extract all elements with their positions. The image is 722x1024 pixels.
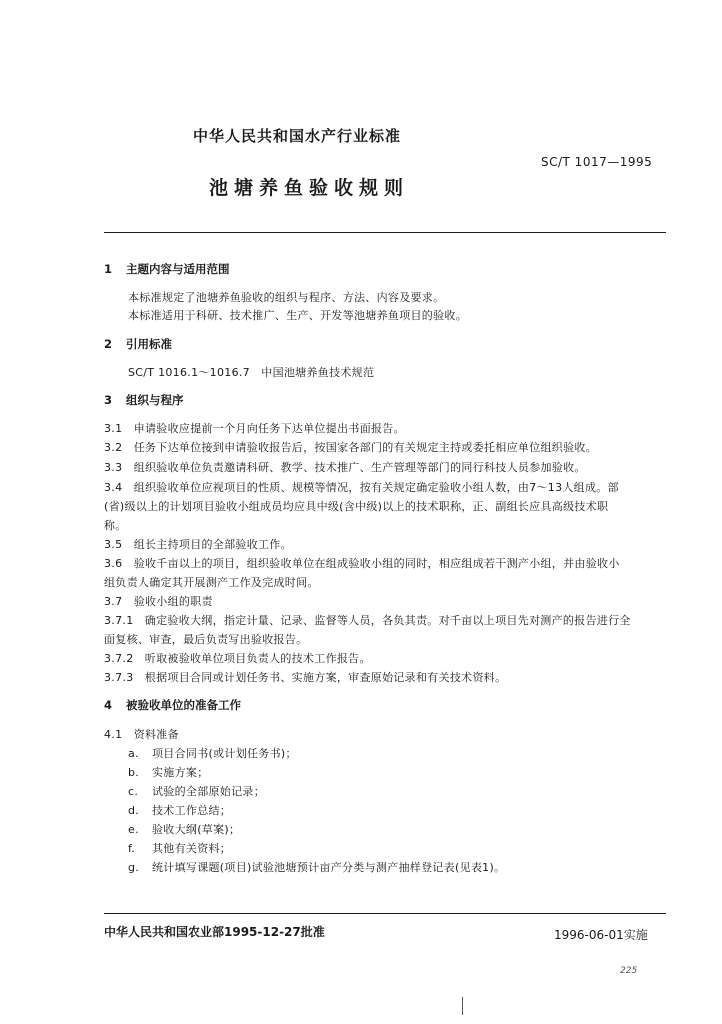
list-item (128, 783, 265, 799)
list-text: 技术工作总结； (152, 804, 232, 817)
paragraph: 本标准规定了池塘养鱼验收的组织与程序、方法、内容及要求。 (128, 291, 445, 304)
list-text: 其他有关资料； (152, 842, 232, 855)
clause-3-7: 3.7 验收小组的职责 (104, 595, 213, 608)
section-title: 引用标准 (126, 337, 172, 351)
clause-3-1: 3.1 申请验收应提前一个月向任务下达单位提出书面报告。 (104, 422, 405, 435)
clause-4-1: 4.1 资料准备 (104, 728, 179, 741)
section-number: 2 (104, 337, 113, 351)
section-3-heading (104, 392, 184, 408)
approval-line: 中华人民共和国农业部1995-12-27批准 (104, 925, 325, 939)
effective-date: 1996-06-01实施 (554, 928, 648, 942)
clause-3-7-1-line-2: 面复核、审查，最后负责写出验收报告。 (104, 633, 308, 646)
list-letter: d. (128, 804, 140, 817)
clause-3-6-line-2: 组负责人确定其开展测产工作及完成时间。 (104, 576, 319, 589)
list-item (128, 821, 240, 837)
section-number: 1 (104, 262, 113, 276)
list-item (128, 745, 297, 761)
section-2-heading (104, 336, 172, 352)
list-text: 实施方案； (152, 766, 209, 779)
list-item (128, 859, 505, 875)
list-text: 试验的全部原始记录； (152, 785, 265, 798)
list-letter: c. (128, 785, 139, 798)
clause-3-2: 3.2 任务下达单位接到申请验收报告后，按国家各部门的有关规定主持或委托相应单位组织验收。 (104, 441, 597, 454)
clause-3-3: 3.3 组织验收单位负责邀请科研、教学、技术推广、生产管理等部门的同行科技人员参加验收。 (104, 461, 586, 474)
list-text: 验收大纲(草案)； (152, 823, 241, 836)
list-item (128, 840, 231, 856)
document-title: 池塘养鱼验收规则 (209, 177, 410, 199)
standard-code: SC/T 1017—1995 (541, 155, 653, 169)
clause-3-7-2: 3.7.2 听取被验收单位项目负责人的技术工作报告。 (104, 652, 371, 665)
standard-category-title: 中华人民共和国水产行业标准 (193, 127, 402, 145)
section-4-heading (104, 697, 241, 713)
section-title: 主题内容与适用范围 (126, 262, 230, 276)
list-item (128, 802, 231, 818)
clause-3-7-3: 3.7.3 根据项目合同或计划任务书、实施方案，审查原始记录和有关技术资料。 (104, 671, 507, 684)
clause-3-4-line-2: (省)级以上的计划项目验收小组成员均应具中级(含中级)以上的技术职称，正、副组长应具高级技术职 (104, 500, 609, 513)
reference-line: SC/T 1016.1～1016.7 中国池塘养鱼技术规范 (128, 366, 375, 379)
list-text: 项目合同书(或计划任务书)； (152, 747, 297, 760)
scan-mark (462, 997, 463, 1015)
list-item (128, 764, 209, 780)
page-number: 225 (620, 966, 638, 976)
section-1-heading (104, 261, 230, 277)
clause-3-4-line-3: 称。 (104, 519, 127, 532)
section-title: 组织与程序 (126, 393, 184, 407)
footer-rule (104, 913, 666, 914)
list-letter: a. (128, 747, 139, 760)
clause-3-7-1-line-1: 3.7.1 确定验收大纲，指定计量、记录、监督等人员，各负其责。对千亩以上项目先对测产的报告进行全 (104, 614, 631, 627)
list-text: 统计填写课题(项目)试验池塘预计亩产分类与测产抽样登记表(见表1)。 (152, 861, 506, 874)
paragraph: 本标准适用于科研、技术推广、生产、开发等池塘养鱼项目的验收。 (128, 309, 467, 322)
clause-3-5: 3.5 组长主持项目的全部验收工作。 (104, 538, 292, 551)
list-letter: e. (128, 823, 139, 836)
list-letter: b. (128, 766, 140, 779)
section-title: 被验收单位的准备工作 (126, 698, 241, 712)
list-letter: f. (128, 842, 136, 855)
list-letter: g. (128, 861, 140, 874)
header-rule (104, 232, 666, 233)
clause-3-4-line-1: 3.4 组织验收单位应视项目的性质、规模等情况，按有关规定确定验收小组人数，由7～13人组成。部 (104, 481, 619, 494)
section-number: 3 (104, 393, 113, 407)
section-number: 4 (104, 698, 113, 712)
clause-3-6-line-1: 3.6 验收千亩以上的项目，组织验收单位在组成验收小组的同时，相应组成若干测产小组，并由验收小 (104, 557, 620, 570)
